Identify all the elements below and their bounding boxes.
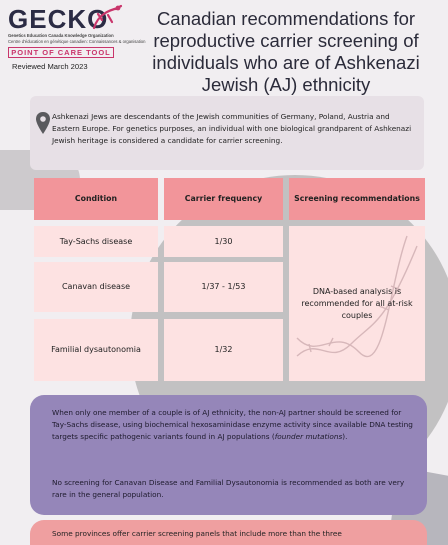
partner-screening-note [30,395,427,515]
frequency-cell: 1/30 [164,226,283,257]
location-pin-icon [36,112,50,134]
header-condition: Condition [34,178,158,220]
page-title: Canadian recommendations for reproductive carrier screening of individuals who are of Ashkenazi Jewish (AJ) ethnicity [152,8,420,95]
logo-word: GECKO [8,4,109,34]
condition-cell: Tay-Sachs disease [34,226,158,257]
provincial-panels-note [30,520,427,545]
founder-mutations-term: founder mutations [274,432,343,441]
gecko-logo [8,4,146,58]
point-of-care-tool-label: POINT OF CARE TOOL [8,47,114,58]
logo-org-french: Centre d'éducation en génétique canadien: Connaissances & organisation [8,39,146,44]
screening-recommendation-cell [289,226,425,381]
header-carrier-frequency: Carrier frequency [164,178,283,220]
gecko-icon [88,4,124,34]
intro-box [30,96,424,170]
partner-note-paragraph: When only one member of a couple is of AJ ethnicity, the non-AJ partner should be screened for Tay-Sachs disease, using biochemical hexosaminidase enzyme activity since available DNA testing targets specific pathogenic variants found in AJ populations (founder mutations). [52,408,413,441]
condition-cell: Canavan disease [34,262,158,312]
provincial-panels-text: Some provinces offer carrier screening panels that include more than the three [52,529,342,538]
header-screening-recommendations: Screening recommendations [289,178,425,220]
no-screening-paragraph: No screening for Canavan Disease and Familial Dysautonomia is recommended as both are very rare in the general population. [52,478,405,499]
condition-cell: Familial dysautonomia [34,319,158,381]
intro-text: Ashkenazi Jews are descendants of the Jewish communities of Germany, Poland, Austria and Eastern Europe. For genetics purposes, an individual with one biological grandparent of Ashkenazi Jewish heritage is considered a candidate for carrier screening. [52,112,412,145]
frequency-cell: 1/32 [164,319,283,381]
logo-org-english: Genetics Education Canada Knowledge Organization [8,33,114,38]
screening-recommendation-text: DNA-based analysis is recommended for all at-risk couples [301,286,413,320]
frequency-cell: 1/37 - 1/53 [164,262,283,312]
reviewed-date: Reviewed March 2023 [12,62,88,71]
